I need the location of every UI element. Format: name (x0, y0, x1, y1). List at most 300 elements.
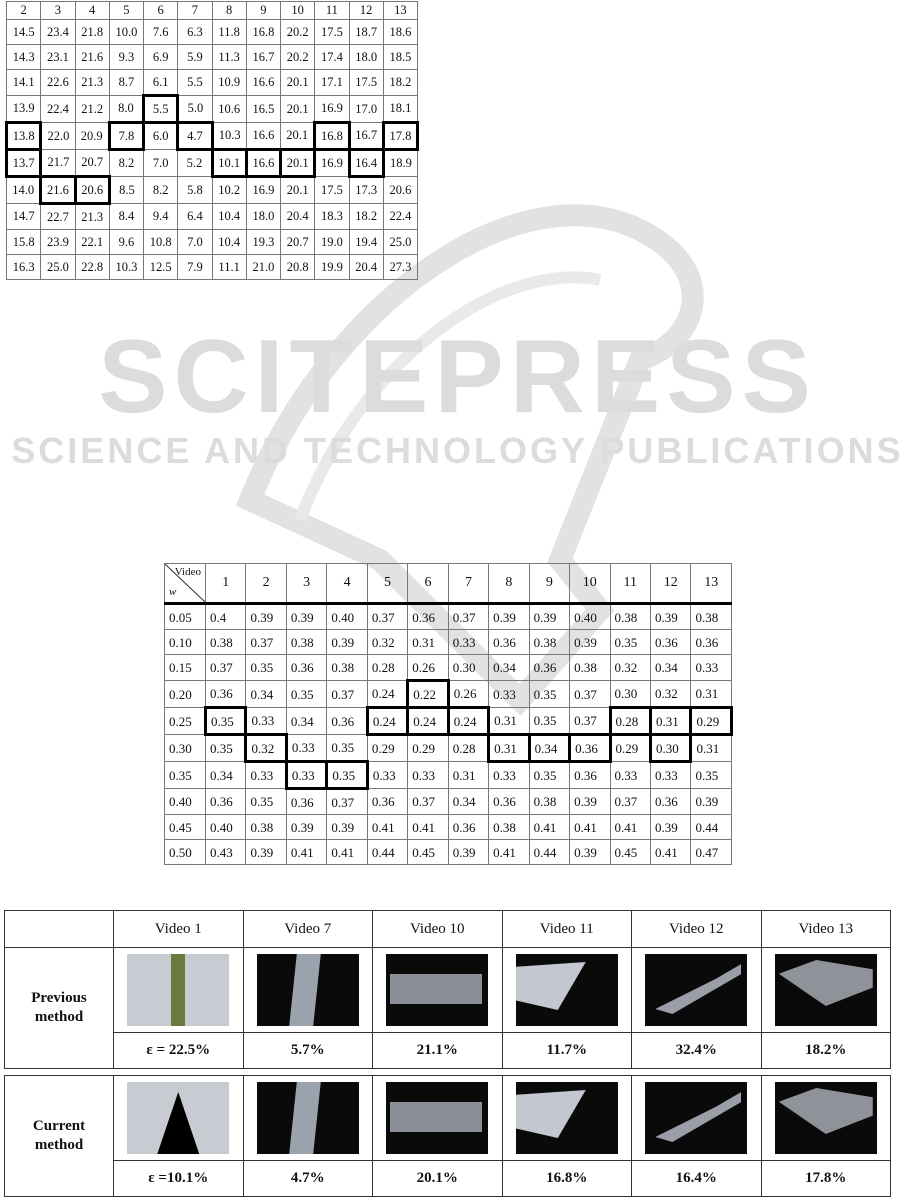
weight-table (164, 563, 733, 865)
t2-cell: 0.29 (367, 735, 407, 762)
t2-w-cell: 0.40 (165, 789, 206, 815)
t1-cell: 6.0 (144, 123, 178, 150)
t2-w-cell: 0.20 (165, 681, 206, 708)
t1-cell: 16.9 (246, 177, 280, 204)
t1-cell: 5.0 (178, 96, 212, 123)
t2-cell: 0.29 (408, 735, 448, 762)
t2-cell: 0.39 (650, 604, 690, 630)
t1-cell: 22.4 (383, 204, 417, 230)
table-row (165, 815, 732, 840)
t1-cell: 14.7 (7, 204, 41, 230)
t2-header-cell: 9 (529, 564, 569, 604)
t1-cell: 10.0 (109, 20, 143, 45)
table-row (7, 255, 418, 280)
t1-cell: 5.9 (178, 45, 212, 70)
t1-cell: 20.1 (281, 96, 315, 123)
t2-cell: 0.34 (286, 708, 326, 735)
previous-label-line1: Previous (31, 989, 87, 1006)
table-row (7, 230, 418, 255)
t1-cell: 8.2 (109, 150, 143, 177)
t1-cell: 20.8 (281, 255, 315, 280)
t1-cell: 10.4 (212, 230, 246, 255)
t2-cell: 0.38 (529, 789, 569, 815)
thumbnail-cell (761, 948, 891, 1033)
t2-cell: 0.41 (489, 840, 529, 865)
frame-region-shape (157, 1092, 199, 1154)
t1-cell: 7.0 (144, 150, 178, 177)
t1-cell: 21.3 (75, 204, 109, 230)
t2-cell: 0.24 (367, 681, 407, 708)
t2-w-cell: 0.15 (165, 655, 206, 681)
t1-cell: 11.3 (212, 45, 246, 70)
t1-cell: 20.1 (281, 123, 315, 150)
t2-cell: 0.24 (367, 708, 407, 735)
table-row (165, 655, 732, 681)
video-header: Video 1 (114, 911, 244, 948)
table-row (165, 708, 732, 735)
previous-method-label (5, 948, 114, 1069)
table-row (7, 70, 418, 96)
table-row (165, 762, 732, 789)
t2-header-cell: 1 (206, 564, 246, 604)
t1-cell: 21.3 (75, 70, 109, 96)
t2-cell: 0.41 (650, 840, 690, 865)
thumbnail-cell (243, 1076, 373, 1161)
t1-cell: 23.4 (41, 20, 75, 45)
t2-cell: 0.29 (691, 708, 732, 735)
t2-cell: 0.38 (691, 604, 732, 630)
t1-cell: 19.0 (315, 230, 349, 255)
t2-cell: 0.41 (570, 815, 610, 840)
video-frame-image (386, 954, 488, 1026)
t1-cell: 20.7 (281, 230, 315, 255)
t2-cell: 0.36 (327, 708, 367, 735)
t1-cell: 20.1 (281, 150, 315, 177)
t1-cell: 11.8 (212, 20, 246, 45)
table-row (7, 45, 418, 70)
row-gap (5, 1069, 891, 1076)
corner-cell (165, 564, 206, 604)
t2-cell: 0.35 (327, 762, 367, 789)
t1-cell: 22.4 (41, 96, 75, 123)
t2-cell: 0.35 (691, 762, 732, 789)
t1-cell: 10.3 (109, 255, 143, 280)
t2-cell: 0.22 (408, 681, 448, 708)
t2-cell: 0.39 (448, 840, 488, 865)
t1-cell: 17.1 (315, 70, 349, 96)
t2-cell: 0.33 (489, 762, 529, 789)
t1-cell: 16.5 (246, 96, 280, 123)
t1-cell: 11.1 (212, 255, 246, 280)
t2-cell: 0.33 (286, 735, 326, 762)
t1-cell: 25.0 (41, 255, 75, 280)
error-value: 18.2% (761, 1033, 891, 1069)
t1-cell: 10.9 (212, 70, 246, 96)
t2-w-cell: 0.50 (165, 840, 206, 865)
watermark-subtitle: SCIENCE AND TECHNOLOGY PUBLICATIONS (11, 430, 904, 471)
t1-cell: 6.9 (144, 45, 178, 70)
t2-cell: 0.32 (610, 655, 650, 681)
t2-cell: 0.4 (206, 604, 246, 630)
video-frame-image (516, 1082, 618, 1154)
frame-region-shape (779, 960, 873, 1006)
video-frame-image (127, 1082, 229, 1154)
t2-cell: 0.36 (489, 630, 529, 655)
t2-cell: 0.36 (570, 762, 610, 789)
t1-header-cell: 13 (383, 2, 417, 20)
t1-cell: 17.3 (349, 177, 383, 204)
frame-region-shape (655, 964, 741, 1014)
video-header: Video 12 (632, 911, 762, 948)
t2-cell: 0.28 (610, 708, 650, 735)
t1-cell: 16.4 (349, 150, 383, 177)
t1-cell: 21.0 (246, 255, 280, 280)
thumbnail-cell (632, 1076, 762, 1161)
t2-cell: 0.39 (246, 604, 286, 630)
t2-cell: 0.36 (650, 630, 690, 655)
t2-cell: 0.24 (448, 708, 488, 735)
t1-cell: 23.1 (41, 45, 75, 70)
t2-header-cell: 3 (286, 564, 326, 604)
t1-cell: 8.2 (144, 177, 178, 204)
t1-cell: 16.6 (246, 70, 280, 96)
t2-cell: 0.35 (286, 681, 326, 708)
t2-cell: 0.35 (246, 789, 286, 815)
t2-cell: 0.33 (246, 762, 286, 789)
t2-cell: 0.36 (408, 604, 448, 630)
t1-cell: 8.5 (109, 177, 143, 204)
t1-header-cell: 4 (75, 2, 109, 20)
t1-cell: 22.1 (75, 230, 109, 255)
t2-cell: 0.37 (610, 789, 650, 815)
t1-cell: 16.3 (7, 255, 41, 280)
error-value: 11.7% (502, 1033, 632, 1069)
t1-cell: 20.4 (281, 204, 315, 230)
t1-cell: 17.5 (315, 177, 349, 204)
t2-cell: 0.39 (489, 604, 529, 630)
video-frame-image (386, 1082, 488, 1154)
t2-cell: 0.34 (206, 762, 246, 789)
t1-cell: 27.3 (383, 255, 417, 280)
t1-cell: 19.9 (315, 255, 349, 280)
thumbnail-cell (502, 1076, 632, 1161)
table-row (165, 630, 732, 655)
t2-cell: 0.32 (650, 681, 690, 708)
table-row (165, 604, 732, 630)
t1-cell: 17.4 (315, 45, 349, 70)
t2-w-cell: 0.45 (165, 815, 206, 840)
video-header: Video 13 (761, 911, 891, 948)
t2-cell: 0.36 (286, 789, 326, 815)
video-frame-image (257, 1082, 359, 1154)
t2-cell: 0.34 (529, 735, 569, 762)
t2-cell: 0.33 (367, 762, 407, 789)
t1-cell: 14.0 (7, 177, 41, 204)
t2-cell: 0.34 (489, 655, 529, 681)
t2-cell: 0.31 (489, 735, 529, 762)
t1-cell: 8.4 (109, 204, 143, 230)
t2-w-cell: 0.35 (165, 762, 206, 789)
t1-cell: 18.0 (246, 204, 280, 230)
t2-cell: 0.39 (327, 630, 367, 655)
t2-cell: 0.35 (206, 735, 246, 762)
t2-cell: 0.44 (367, 840, 407, 865)
t2-cell: 0.32 (246, 735, 286, 762)
t1-header-cell: 2 (7, 2, 41, 20)
watermark-title: SCITEPRESS (98, 319, 817, 435)
error-rate-table (5, 1, 419, 280)
current-label-line1: Current (32, 1117, 86, 1134)
error-value: 17.8% (761, 1161, 891, 1197)
t1-cell: 18.9 (383, 150, 417, 177)
video-frame-image (127, 954, 229, 1026)
t2-cell: 0.38 (489, 815, 529, 840)
t2-cell: 0.44 (691, 815, 732, 840)
current-label-line2: method (34, 1137, 84, 1153)
t1-cell: 10.1 (212, 150, 246, 177)
t2-header-cell: 4 (327, 564, 367, 604)
corner-bottom-label: w (169, 586, 177, 598)
t1-header-cell: 6 (144, 2, 178, 20)
t2-cell: 0.35 (529, 681, 569, 708)
t2-w-cell: 0.05 (165, 604, 206, 630)
t1-cell: 20.7 (75, 150, 109, 177)
t2-cell: 0.33 (489, 681, 529, 708)
t2-cell: 0.34 (448, 789, 488, 815)
t1-cell: 20.6 (383, 177, 417, 204)
t2-cell: 0.39 (286, 604, 326, 630)
t2-cell: 0.37 (206, 655, 246, 681)
t2-cell: 0.40 (327, 604, 367, 630)
t2-header-cell: 5 (367, 564, 407, 604)
table-row (7, 204, 418, 230)
error-value: 20.1% (373, 1161, 503, 1197)
t1-cell: 20.4 (349, 255, 383, 280)
t2-cell: 0.31 (691, 681, 732, 708)
t2-cell: 0.33 (246, 708, 286, 735)
t1-cell: 14.5 (7, 20, 41, 45)
t2-cell: 0.38 (529, 630, 569, 655)
frame-region-shape (516, 1090, 586, 1138)
t1-cell: 16.9 (315, 150, 349, 177)
t2-cell: 0.37 (367, 604, 407, 630)
table-row (165, 681, 732, 708)
video-frame-image (645, 954, 747, 1026)
error-value: 5.7% (243, 1033, 373, 1069)
video-frame-image (516, 954, 618, 1026)
t1-cell: 18.6 (383, 20, 417, 45)
corner-top-label: Video (174, 566, 201, 578)
t2-cell: 0.35 (529, 708, 569, 735)
t2-header-cell: 8 (489, 564, 529, 604)
video-header: Video 10 (373, 911, 503, 948)
corner-cell (5, 911, 114, 948)
t2-cell: 0.36 (570, 735, 610, 762)
t2-cell: 0.35 (610, 630, 650, 655)
t1-cell: 25.0 (383, 230, 417, 255)
t2-header-cell: 2 (246, 564, 286, 604)
t2-cell: 0.36 (489, 789, 529, 815)
t1-cell: 22.6 (41, 70, 75, 96)
t2-cell: 0.38 (610, 604, 650, 630)
t2-cell: 0.37 (408, 789, 448, 815)
video-frame-image (257, 954, 359, 1026)
thumbnail-cell (373, 1076, 503, 1161)
t2-cell: 0.39 (691, 789, 732, 815)
t1-cell: 14.1 (7, 70, 41, 96)
t2-cell: 0.33 (691, 655, 732, 681)
t2-header-cell: 7 (448, 564, 488, 604)
t1-cell: 22.8 (75, 255, 109, 280)
thumbnail-cell (114, 1076, 244, 1161)
thumbnail-cell (502, 948, 632, 1033)
t1-cell: 16.6 (246, 150, 280, 177)
thumbnail-cell (761, 1076, 891, 1161)
t1-cell: 20.9 (75, 123, 109, 150)
t2-cell: 0.36 (448, 815, 488, 840)
t2-cell: 0.36 (286, 655, 326, 681)
t1-header-cell: 10 (281, 2, 315, 20)
t2-cell: 0.41 (286, 840, 326, 865)
t2-cell: 0.35 (529, 762, 569, 789)
t1-cell: 21.8 (75, 20, 109, 45)
error-value: ε = 22.5% (114, 1033, 244, 1069)
video-frame-image (775, 1082, 877, 1154)
t1-cell: 21.6 (41, 177, 75, 204)
t1-cell: 16.9 (315, 96, 349, 123)
t1-cell: 16.8 (315, 123, 349, 150)
t1-header-cell: 12 (349, 2, 383, 20)
t1-cell: 8.7 (109, 70, 143, 96)
t1-cell: 10.4 (212, 204, 246, 230)
previous-label-line2: method (34, 1009, 84, 1025)
table-row (7, 150, 418, 177)
t2-header-cell: 12 (650, 564, 690, 604)
t2-cell: 0.29 (610, 735, 650, 762)
t2-cell: 0.41 (327, 840, 367, 865)
t1-cell: 12.5 (144, 255, 178, 280)
t1-cell: 20.2 (281, 45, 315, 70)
error-value: 21.1% (373, 1033, 503, 1069)
t1-cell: 5.5 (178, 70, 212, 96)
t1-cell: 17.5 (349, 70, 383, 96)
t1-cell: 19.4 (349, 230, 383, 255)
t2-cell: 0.45 (408, 840, 448, 865)
t2-cell: 0.36 (367, 789, 407, 815)
frame-region-shape (516, 962, 586, 1010)
video-header: Video 11 (502, 911, 632, 948)
t1-cell: 10.8 (144, 230, 178, 255)
t1-cell: 16.8 (246, 20, 280, 45)
table-row (7, 20, 418, 45)
t2-header-cell: 11 (610, 564, 650, 604)
t1-cell: 7.0 (178, 230, 212, 255)
t2-cell: 0.31 (691, 735, 732, 762)
t1-cell: 10.2 (212, 177, 246, 204)
error-value: ε =10.1% (114, 1161, 244, 1197)
table-row (165, 840, 732, 865)
t2-cell: 0.37 (570, 681, 610, 708)
t2-cell: 0.36 (650, 789, 690, 815)
t2-cell: 0.38 (327, 655, 367, 681)
t1-cell: 20.1 (281, 70, 315, 96)
t1-cell: 6.3 (178, 20, 212, 45)
t1-cell: 8.0 (109, 96, 143, 123)
t1-cell: 22.7 (41, 204, 75, 230)
frame-region-shape (390, 974, 482, 1004)
frame-region-shape (171, 954, 185, 1026)
t2-cell: 0.37 (327, 789, 367, 815)
t2-cell: 0.41 (610, 815, 650, 840)
table-row (7, 177, 418, 204)
t1-cell: 18.0 (349, 45, 383, 70)
t2-cell: 0.36 (206, 681, 246, 708)
t1-cell: 13.7 (7, 150, 41, 177)
t1-cell: 9.4 (144, 204, 178, 230)
t1-cell: 13.8 (7, 123, 41, 150)
thumbnail-cell (243, 948, 373, 1033)
table-row (7, 123, 418, 150)
t1-cell: 17.0 (349, 96, 383, 123)
t1-cell: 5.2 (178, 150, 212, 177)
t2-cell: 0.45 (610, 840, 650, 865)
t2-cell: 0.39 (570, 840, 610, 865)
t1-cell: 9.6 (109, 230, 143, 255)
error-value: 32.4% (632, 1033, 762, 1069)
t1-cell: 19.3 (246, 230, 280, 255)
t2-cell: 0.39 (650, 815, 690, 840)
t1-cell: 18.5 (383, 45, 417, 70)
t2-header-cell: 13 (691, 564, 732, 604)
t2-cell: 0.41 (408, 815, 448, 840)
t1-cell: 18.3 (315, 204, 349, 230)
t2-cell: 0.37 (570, 708, 610, 735)
t1-cell: 9.3 (109, 45, 143, 70)
t2-cell: 0.44 (529, 840, 569, 865)
t2-cell: 0.38 (246, 815, 286, 840)
table-row (165, 735, 732, 762)
t1-cell: 15.8 (7, 230, 41, 255)
t2-cell: 0.36 (206, 789, 246, 815)
t1-cell: 10.6 (212, 96, 246, 123)
t2-cell: 0.30 (448, 655, 488, 681)
t2-w-cell: 0.10 (165, 630, 206, 655)
t2-cell: 0.39 (570, 789, 610, 815)
t2-cell: 0.40 (570, 604, 610, 630)
t2-cell: 0.39 (529, 604, 569, 630)
t2-cell: 0.26 (408, 655, 448, 681)
frame-region-shape (289, 954, 321, 1026)
video-frame-image (645, 1082, 747, 1154)
t2-cell: 0.47 (691, 840, 732, 865)
t1-cell: 13.9 (7, 96, 41, 123)
t1-cell: 5.5 (144, 96, 178, 123)
frame-region-shape (779, 1088, 873, 1134)
error-value: 16.4% (632, 1161, 762, 1197)
t2-cell: 0.33 (408, 762, 448, 789)
t2-cell: 0.38 (286, 630, 326, 655)
table-row (165, 789, 732, 815)
current-method-label (5, 1076, 114, 1197)
t1-cell: 20.6 (75, 177, 109, 204)
t2-cell: 0.36 (691, 630, 732, 655)
t1-cell: 20.1 (281, 177, 315, 204)
t1-header-cell: 5 (109, 2, 143, 20)
comparison-table (4, 910, 891, 1197)
t2-cell: 0.33 (650, 762, 690, 789)
t1-header-cell: 8 (212, 2, 246, 20)
t2-cell: 0.37 (448, 604, 488, 630)
